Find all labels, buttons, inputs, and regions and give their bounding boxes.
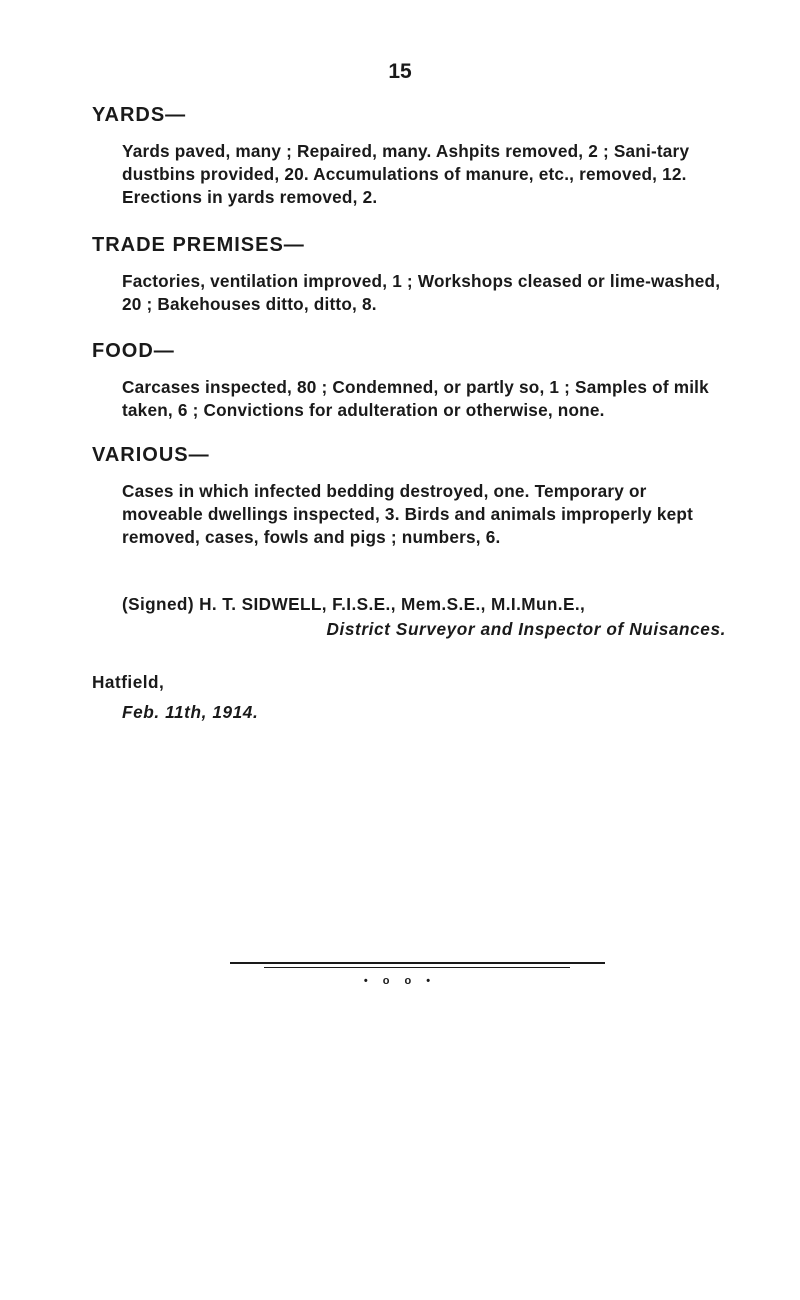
section-body: Cases in which infected bedding destroyed, one. Temporary or moveable dwellings inspected, 3. Birds and animals improperly kept removed, cases, fowls and pigs ; numbers, 6. xyxy=(122,481,694,547)
section-yards xyxy=(92,104,732,209)
place-name: Hatfield, xyxy=(92,672,165,692)
footer-ornament: • o o • xyxy=(363,975,437,987)
section-heading: YARDS— xyxy=(92,104,187,126)
section-trade-premises xyxy=(92,234,732,316)
section-heading: VARIOUS— xyxy=(92,444,210,466)
signature-name: (Signed) H. T. SIDWELL, F.I.S.E., Mem.S.E., M.I.Mun.E., xyxy=(122,594,586,614)
section-various xyxy=(92,444,732,549)
section-heading: TRADE PREMISES— xyxy=(92,234,305,256)
signature-title: District Surveyor and Inspector of Nuisances. xyxy=(326,619,726,639)
signature-block xyxy=(122,592,742,642)
section-body: Yards paved, many ; Repaired, many. Ashpits removed, 2 ; Sani-tary dustbins provided, 20. Accumulations of manure, etc., removed, 12. Erections in yards removed, 2. xyxy=(122,141,690,207)
date-line: Feb. 11th, 1914. xyxy=(122,702,259,722)
section-food xyxy=(92,340,732,422)
footer-rule-top xyxy=(230,962,605,964)
section-heading: FOOD— xyxy=(92,340,175,362)
section-body: Factories, ventilation improved, 1 ; Workshops cleased or lime-washed, 20 ; Bakehouses ditto, ditto, 8. xyxy=(122,271,721,314)
footer-rule-bottom xyxy=(264,967,570,968)
section-body: Carcases inspected, 80 ; Condemned, or partly so, 1 ; Samples of milk taken, 6 ; Convictions for adulteration or otherwise, none. xyxy=(122,377,709,420)
page-number: 15 xyxy=(388,60,412,83)
